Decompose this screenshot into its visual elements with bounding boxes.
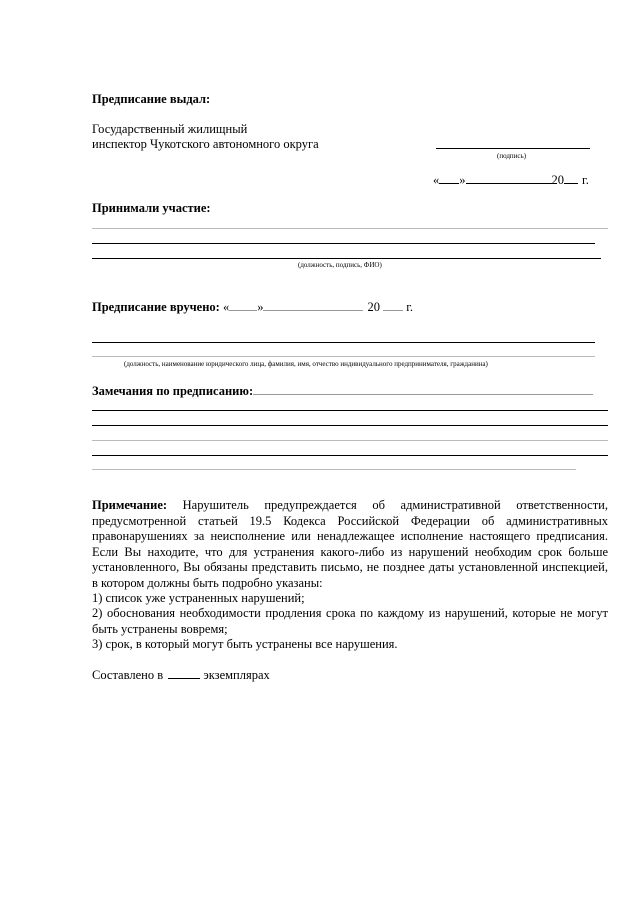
note-item-1: 1) список уже устраненных нарушений; [92, 591, 305, 605]
participants-line-2[interactable] [92, 243, 595, 244]
delivered-month-field[interactable] [263, 299, 363, 311]
issued-heading: Предписание выдал: [92, 92, 211, 106]
remarks-line-2[interactable] [92, 425, 608, 426]
note-item-3: 3) срок, в который могут быть устранены все нарушения. [92, 637, 398, 651]
signature-caption: (подпись) [497, 152, 527, 160]
delivered-caption: (должность, наименование юридического лица, фамилия, имя, отчество индивидуального предпринимателя, гражданина) [124, 360, 488, 368]
note-item-2: 2) обоснования необходимости продления срока по каждому из нарушений, которые не могут быть устранены вовремя; [92, 606, 608, 636]
remarks-row [92, 383, 593, 399]
copies-row: Составлено в экземплярах [92, 668, 270, 682]
issued-day-field[interactable] [439, 172, 459, 184]
note-text: Нарушитель предупреждается об административной ответственности, предусмотренной статьей 19.5 Кодекса Российской Федерации об административных правонарушениях за неисполнение или ненадлежащее исполнение настоящего предписания. Если Вы находите, что для устранения какого-либо из нарушений необходим срок больше установленного, Вы обязаны представить письмо, не позднее даты установленной инспекцией, в котором должны быть подробно указаны: [92, 498, 608, 590]
participants-line-1[interactable] [92, 228, 608, 229]
remarks-line-3[interactable] [92, 440, 608, 441]
issued-date-row: « » 20 г. [433, 173, 589, 187]
copies-count-field[interactable] [168, 667, 200, 679]
remarks-line-4[interactable] [92, 455, 608, 456]
delivered-heading: Предписание вручено: [92, 300, 220, 314]
delivered-year-field[interactable] [383, 299, 403, 311]
note-label: Примечание: [92, 498, 168, 512]
remarks-first-line[interactable] [253, 383, 593, 395]
remarks-line-1[interactable] [92, 410, 608, 411]
delivered-day-field[interactable] [229, 299, 257, 311]
issued-year-field[interactable] [564, 172, 578, 184]
inspector-position-line-2: инспектор Чукотского автономного округа [92, 137, 319, 151]
delivered-row: Предписание вручено: « » 20 г. [92, 300, 414, 314]
participants-heading: Принимали участие: [92, 201, 211, 215]
note-paragraph [92, 498, 608, 591]
participants-line-3[interactable] [92, 258, 601, 259]
participants-caption: (должность, подпись, ФИО) [298, 261, 382, 269]
signature-line[interactable] [436, 148, 590, 149]
issued-month-field[interactable] [466, 172, 552, 184]
remarks-line-5[interactable] [92, 469, 576, 470]
inspector-position-line-1: Государственный жилищный [92, 122, 248, 136]
delivered-line-1[interactable] [92, 342, 595, 343]
delivered-line-2[interactable] [92, 356, 595, 357]
remarks-heading: Замечания по предписанию: [92, 384, 254, 398]
